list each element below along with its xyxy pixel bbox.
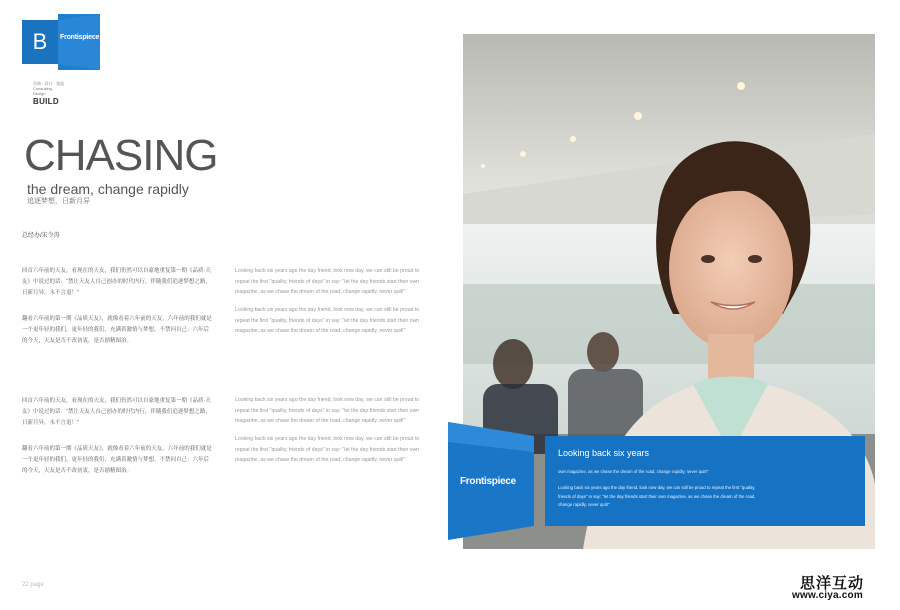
cn-paragraph-1: 回首六年前的天友，看现在的天友，我们仍然可以自豪地重复第一期《品质·天友》中说过的话：“禁让天友人自己创办的时代内行，伴随我们追逐梦想之路，日新月异，永不言退！” <box>22 268 211 296</box>
en-paragraph-4: Looking back six years ago the day friend, look now day, we can still be proud to repeat the first "quality, friends of days" in say: "let the day friends start their own magazine, as we chase the dream of the road, change rapidly, never quit!" <box>235 436 420 463</box>
callout-line: own magazine, as we chase the dream of the road, change rapidly, never quit!" <box>558 469 709 474</box>
subheadline-cn: 追逐梦想，日新月异 <box>27 198 90 205</box>
logo-letter: B <box>32 29 48 54</box>
watermark <box>790 570 900 610</box>
callout-box <box>545 436 865 526</box>
subheadline: the dream, change rapidly <box>27 181 189 197</box>
frontispiece-badge-text: Frontispiece <box>460 476 516 487</box>
en-paragraph-1: Looking back six years ago the day friend, look now day, we can still be proud to repeat the first "quality, friends of days" in say: "let the day friends start their own magazine, as we chase the dream of the road, change rapidly, never quit!" <box>235 268 420 295</box>
tagline-cn: 咨询 · 设计 · 建造 <box>33 81 65 86</box>
tagline-small <box>33 81 64 96</box>
logo-name: Frontispiece <box>60 34 100 41</box>
logo-panel-shape <box>58 14 100 70</box>
callout-title: Looking back six years <box>558 448 650 458</box>
logo-letter-block <box>22 20 58 64</box>
en-paragraph-2: Looking back six years ago the day friend, look now day, we can still be proud to repeat the first "quality, friends of days" in say: "let the day friends start their own magazine, as we chase the dream of the road, change rapidly, never quit!" <box>235 307 420 334</box>
page-number: 22 page <box>22 582 44 588</box>
headline: CHASING <box>24 131 218 180</box>
tagline-en-1: Consulting <box>33 86 52 91</box>
watermark-cn: 思洋互动 <box>800 574 865 592</box>
watermark-url: www.ciya.com <box>792 590 863 601</box>
cn-paragraph-4: 翻看六年前的第一期《品质天友》，就像看着六年前的天友。六年前的我们就是一个更年轻的我们，更年轻的我们，充满着激情与梦想。不禁问自己：六年后的今天，天友是否不改初衷，是否励精图治。 <box>22 446 212 474</box>
cn-paragraph-2: 翻看六年前的第一期《品质天友》，就像看着六年前的天友。六年前的我们就是一个更年轻的我们，更年轻的我们，充满着激情与梦想。不禁问自己：六年后的今天，天友是否不改初衷，是否励精图治。 <box>22 316 212 344</box>
cn-paragraph-3: 回首六年前的天友，看现在的天友，我们仍然可以自豪地重复第一期《品质·天友》中说过的话：“禁让天友人自己创办的时代内行，伴随我们追逐梦想之路，日新月异，永不言退！” <box>22 398 211 426</box>
author-credit: 总经办/宋令涛 <box>22 233 60 239</box>
tagline-en-2: Design <box>33 91 46 96</box>
logo-panel <box>58 14 100 70</box>
en-paragraph-3: Looking back six years ago the day friend, look now day, we can still be proud to repeat the first "quality, friends of days" in say: "let the day friends start their own magazine, as we chase the dream of the road, change rapidly, never quit!" <box>235 397 420 424</box>
tagline-build: BUILD <box>33 97 59 106</box>
callout-text: Looking back six years ago the day friend, look now day, we can still be proud to repeat the first "quality, friends of days" in say: "let the day friends start their own magazine, as we chase the dream of the road, change rapidly, never quit!" <box>558 485 756 507</box>
